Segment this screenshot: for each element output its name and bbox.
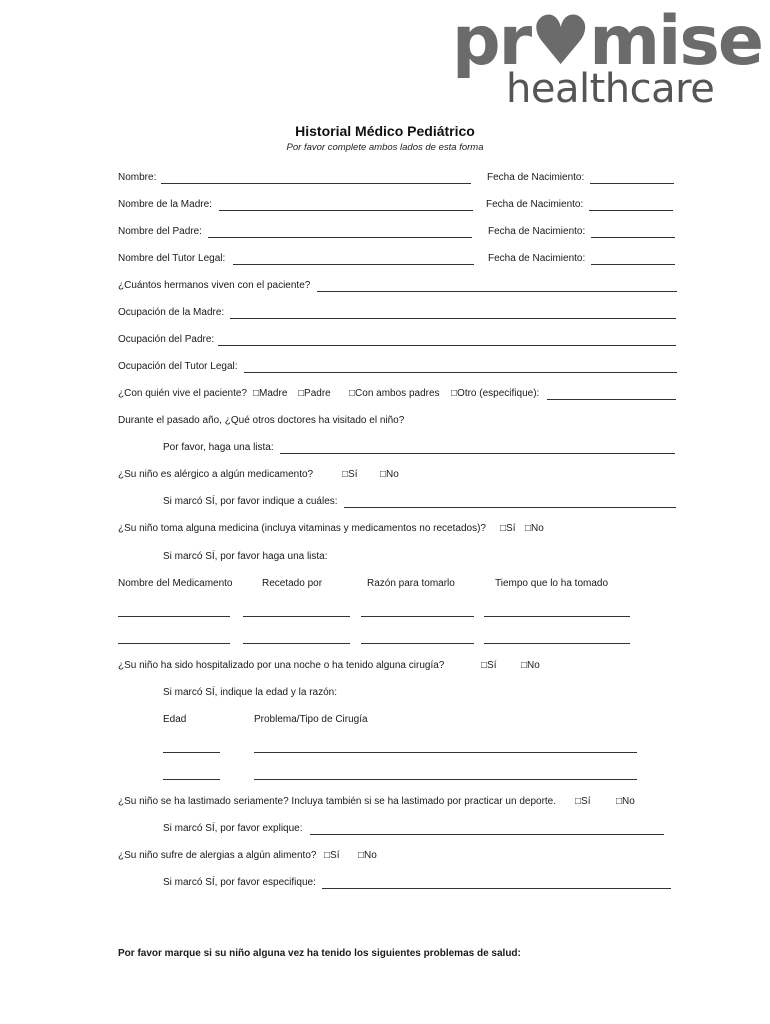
ocupacion-tutor-label: Ocupación del Tutor Legal:: [118, 361, 238, 372]
fecha-nacimiento-label-2: Fecha de Nacimiento:: [486, 199, 584, 210]
fecha-nacimiento-field-3[interactable]: [591, 237, 675, 238]
medicina-question: ¿Su niño toma alguna medicina (incluya vitaminas y medicamentos no recetados)?: [118, 523, 486, 534]
hospital-col-edad: Edad: [163, 714, 187, 725]
salud-problemas-heading: Por favor marque si su niño alguna vez ha tenido los siguientes problemas de salud:: [118, 948, 521, 959]
ocupacion-padre-field[interactable]: [218, 345, 676, 346]
logo-word-pr: pr: [452, 2, 531, 81]
med-header-tiempo: Tiempo que lo ha tomado: [495, 578, 609, 589]
lastimado-followup-field[interactable]: [310, 834, 664, 835]
padre-field[interactable]: [208, 237, 472, 238]
nombre-label: Nombre:: [118, 172, 157, 183]
alimento-question: ¿Su niño sufre de alergias a algún alimento?: [118, 850, 317, 861]
med-row2-nombre-field[interactable]: [118, 643, 230, 644]
hermanos-label: ¿Cuántos hermanos viven con el paciente?: [118, 280, 311, 291]
med-header-nombre: Nombre del Medicamento: [118, 578, 233, 589]
alergico-followup-label: Si marcó SÍ, por favor indique a cuáles:: [163, 496, 338, 507]
medicina-si-checkbox[interactable]: □Sí: [500, 523, 516, 534]
alimento-followup-label: Si marcó SÍ, por favor especifique:: [163, 877, 316, 888]
hospital-row1-edad-field[interactable]: [163, 752, 220, 753]
fecha-nacimiento-field-1[interactable]: [590, 183, 674, 184]
hospital-row2-edad-field[interactable]: [163, 779, 220, 780]
lastimado-no-checkbox[interactable]: □No: [616, 796, 635, 807]
fecha-nacimiento-field-2[interactable]: [589, 210, 673, 211]
doctores-question: Durante el pasado año, ¿Qué otros doctores ha visitado el niño?: [118, 415, 405, 426]
page-title: Historial Médico Pediátrico: [295, 123, 475, 139]
hospital-col-problema: Problema/Tipo de Cirugía: [254, 714, 368, 725]
tutor-label: Nombre del Tutor Legal:: [118, 253, 226, 264]
hospital-row1-problema-field[interactable]: [254, 752, 637, 753]
hospital-no-checkbox[interactable]: □No: [521, 660, 540, 671]
medicina-no-checkbox[interactable]: □No: [525, 523, 544, 534]
hospital-si-checkbox[interactable]: □Sí: [481, 660, 497, 671]
alimento-si-checkbox[interactable]: □Sí: [324, 850, 340, 861]
ocupacion-padre-label: Ocupación del Padre:: [118, 334, 215, 345]
hospital-followup-label: Si marcó SÍ, indique la edad y la razón:: [163, 687, 337, 698]
ocupacion-madre-label: Ocupación de la Madre:: [118, 307, 225, 318]
nombre-field[interactable]: [161, 183, 471, 184]
lastimado-si-checkbox[interactable]: □Sí: [575, 796, 591, 807]
alergico-si-checkbox[interactable]: □Sí: [342, 469, 358, 480]
lastimado-question: ¿Su niño se ha lastimado seriamente? Incluya también si se ha lastimado por practicar un deporte.: [118, 796, 557, 807]
fecha-nacimiento-label-4: Fecha de Nacimiento:: [488, 253, 586, 264]
tutor-field[interactable]: [233, 264, 474, 265]
fecha-nacimiento-field-4[interactable]: [591, 264, 675, 265]
ocupacion-tutor-field[interactable]: [244, 372, 677, 373]
med-row1-tiempo-field[interactable]: [484, 616, 630, 617]
medicina-followup-label: Si marcó SÍ, por favor haga una lista:: [163, 551, 328, 562]
vive-padre-checkbox[interactable]: □Padre: [298, 388, 331, 399]
vive-otro-checkbox[interactable]: □Otro (especifique):: [451, 388, 540, 399]
lastimado-followup-label: Si marcó SÍ, por favor explique:: [163, 823, 303, 834]
vive-question: ¿Con quién vive el paciente?: [118, 388, 247, 399]
med-row2-tiempo-field[interactable]: [484, 643, 630, 644]
fecha-nacimiento-label-3: Fecha de Nacimiento:: [488, 226, 586, 237]
heart-icon: ♥: [530, 2, 590, 81]
hospital-row2-problema-field[interactable]: [254, 779, 637, 780]
hospital-question: ¿Su niño ha sido hospitalizado por una noche o ha tenido alguna cirugía?: [118, 660, 445, 671]
padre-label: Nombre del Padre:: [118, 226, 202, 237]
med-row1-razon-field[interactable]: [361, 616, 474, 617]
vive-ambos-checkbox[interactable]: □Con ambos padres: [349, 388, 440, 399]
med-row2-recetado-field[interactable]: [243, 643, 350, 644]
alergico-question: ¿Su niño es alérgico a algún medicamento?: [118, 469, 314, 480]
page-subtitle: Por favor complete ambos lados de esta forma: [286, 142, 484, 153]
alergico-no-checkbox[interactable]: □No: [380, 469, 399, 480]
med-header-razon: Razón para tomarlo: [367, 578, 455, 589]
med-header-recetado: Recetado por: [262, 578, 323, 589]
alergico-followup-field[interactable]: [344, 507, 676, 508]
med-row1-nombre-field[interactable]: [118, 616, 230, 617]
doctores-lista-field[interactable]: [280, 453, 675, 454]
med-row1-recetado-field[interactable]: [243, 616, 350, 617]
madre-field[interactable]: [219, 210, 473, 211]
vive-otro-field[interactable]: [547, 399, 676, 400]
logo-word-mise: mise: [589, 2, 762, 81]
vive-madre-checkbox[interactable]: □Madre: [253, 388, 288, 399]
hermanos-field[interactable]: [317, 291, 677, 292]
logo-healthcare-text: healthcare: [506, 66, 715, 112]
madre-label: Nombre de la Madre:: [118, 199, 212, 210]
doctores-lista-label: Por favor, haga una lista:: [163, 442, 274, 453]
alimento-followup-field[interactable]: [322, 888, 671, 889]
ocupacion-madre-field[interactable]: [230, 318, 676, 319]
fecha-nacimiento-label-1: Fecha de Nacimiento:: [487, 172, 585, 183]
med-row2-razon-field[interactable]: [361, 643, 474, 644]
alimento-no-checkbox[interactable]: □No: [358, 850, 377, 861]
